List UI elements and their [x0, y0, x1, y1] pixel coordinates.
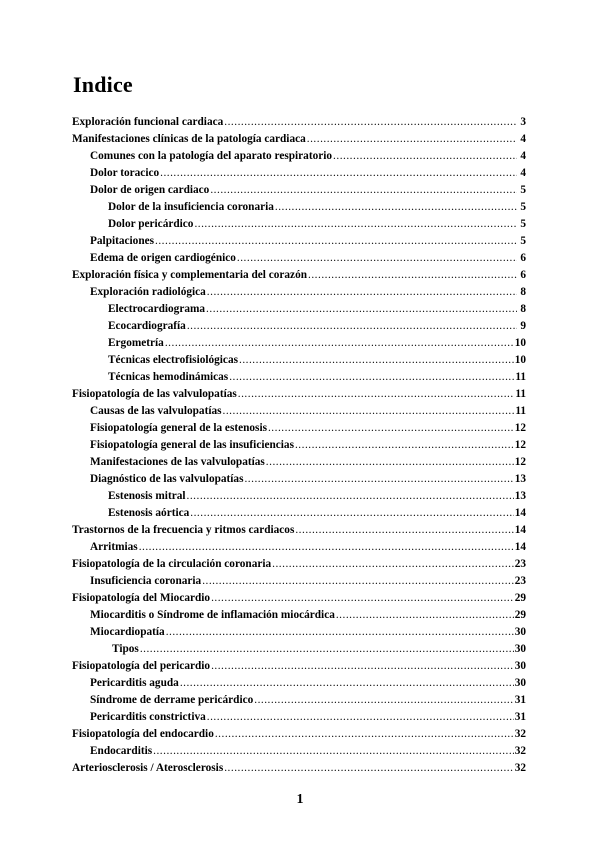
toc-dot-leader — [187, 488, 514, 505]
toc-entry[interactable] — [72, 607, 526, 624]
toc-entry-page: 31 — [514, 694, 526, 706]
toc-entry-label: Arteriosclerosis / Aterosclerosis — [72, 762, 224, 774]
toc-entry[interactable] — [72, 522, 526, 539]
toc-entry-page: 14 — [514, 541, 526, 553]
toc-entry-page: 12 — [514, 422, 526, 434]
toc-entry-label: Técnicas electrofisiológicas — [108, 354, 238, 366]
toc-entry-page: 30 — [514, 677, 526, 689]
toc-entry[interactable] — [72, 641, 526, 658]
toc-dot-leader — [206, 301, 517, 318]
toc-entry[interactable] — [72, 233, 526, 250]
toc-entry-label: Trastornos de la frecuencia y ritmos cardiacos — [72, 524, 295, 536]
toc-entry-page: 12 — [514, 456, 526, 468]
toc-entry-page: 8 — [520, 286, 526, 298]
toc-entry-label: Fisiopatología del Miocardio — [72, 592, 211, 604]
toc-entry-page: 11 — [515, 388, 526, 400]
toc-dot-leader — [237, 250, 517, 267]
toc-entry-label: Dolor pericárdico — [108, 218, 194, 230]
toc-entry-page: 14 — [514, 507, 526, 519]
toc-entry-label: Exploración funcional cardiaca — [72, 116, 224, 128]
toc-entry-label: Fisiopatología general de las insuficiencias — [90, 439, 294, 451]
toc-entry[interactable] — [72, 760, 526, 777]
toc-entry-page: 23 — [514, 558, 526, 570]
toc-dot-leader — [139, 539, 514, 556]
toc-entry[interactable] — [72, 403, 526, 420]
toc-entry[interactable] — [72, 726, 526, 743]
toc-entry-label: Electrocardiograma — [108, 303, 206, 315]
toc-entry[interactable] — [72, 692, 526, 709]
toc-entry[interactable] — [72, 675, 526, 692]
toc-dot-leader — [239, 352, 514, 369]
toc-entry-page: 14 — [514, 524, 526, 536]
toc-dot-leader — [166, 624, 514, 641]
toc-dot-leader — [244, 471, 513, 488]
toc-dot-leader — [155, 233, 517, 250]
toc-entry-label: Miocardiopatía — [90, 626, 165, 638]
toc-entry-page: 6 — [520, 269, 526, 281]
toc-entry[interactable] — [72, 488, 526, 505]
toc-entry[interactable] — [72, 199, 526, 216]
toc-dot-leader — [333, 148, 517, 165]
toc-dot-leader — [153, 743, 514, 760]
toc-entry-label: Exploración radiológica — [90, 286, 206, 298]
toc-entry-label: Estenosis mitral — [108, 490, 186, 502]
toc-entry[interactable] — [72, 437, 526, 454]
toc-dot-leader — [223, 403, 515, 420]
toc-dot-leader — [272, 556, 514, 573]
toc-dot-leader — [207, 709, 514, 726]
toc-entry[interactable] — [72, 556, 526, 573]
toc-entry[interactable] — [72, 318, 526, 335]
toc-entry-label: Estenosis aórtica — [108, 507, 190, 519]
toc-entry-page: 8 — [520, 303, 526, 315]
toc-entry[interactable] — [72, 284, 526, 301]
toc-dot-leader — [308, 267, 517, 284]
toc-entry-page: 10 — [514, 354, 526, 366]
toc-dot-leader — [165, 335, 514, 352]
toc-entry-page: 32 — [514, 728, 526, 740]
toc-entry[interactable] — [72, 624, 526, 641]
toc-dot-leader — [194, 216, 517, 233]
toc-entry-label: Pericarditis constrictiva — [90, 711, 206, 723]
toc-entry-page: 9 — [520, 320, 526, 332]
toc-dot-leader — [266, 454, 514, 471]
toc-entry[interactable] — [72, 539, 526, 556]
toc-entry-label: Endocarditis — [90, 745, 153, 757]
toc-entry-label: Fisiopatología de la circulación coronaria — [72, 558, 272, 570]
toc-entry[interactable] — [72, 131, 526, 148]
toc-entry-page: 31 — [514, 711, 526, 723]
toc-entry-label: Dolor toracico — [90, 167, 160, 179]
toc-entry-label: Síndrome de derrame pericárdico — [90, 694, 254, 706]
toc-entry-page: 5 — [520, 184, 526, 196]
toc-entry-label: Comunes con la patología del aparato respiratorio — [90, 150, 333, 162]
toc-entry[interactable] — [72, 369, 526, 386]
toc-entry[interactable] — [72, 250, 526, 267]
toc-entry-label: Ergometría — [108, 337, 164, 349]
toc-dot-leader — [229, 369, 514, 386]
toc-entry-page: 32 — [514, 745, 526, 757]
toc-entry[interactable] — [72, 114, 526, 131]
toc-dot-leader — [224, 114, 517, 131]
toc-entry[interactable] — [72, 216, 526, 233]
toc-dot-leader — [180, 675, 514, 692]
toc-entry-label: Fisiopatología del endocardio — [72, 728, 214, 740]
toc-dot-leader — [211, 590, 514, 607]
toc-entry[interactable] — [72, 352, 526, 369]
toc-entry-label: Ecocardiografía — [108, 320, 186, 332]
toc-entry[interactable] — [72, 267, 526, 284]
page-number: 1 — [296, 792, 304, 807]
toc-entry-label: Dolor de la insuficiencia coronaria — [108, 201, 274, 213]
toc-entry-label: Edema de origen cardiogénico — [90, 252, 236, 264]
toc-entry-page: 32 — [514, 762, 526, 774]
toc-dot-leader — [307, 131, 517, 148]
toc-entry-page: 5 — [520, 218, 526, 230]
toc-entry-page: 3 — [520, 116, 526, 128]
toc-entry[interactable] — [72, 454, 526, 471]
toc-entry[interactable] — [72, 335, 526, 352]
table-of-contents — [72, 114, 526, 777]
toc-entry[interactable] — [72, 386, 526, 403]
toc-dot-leader — [336, 607, 514, 624]
toc-entry-page: 30 — [514, 643, 526, 655]
toc-entry-label: Fisiopatología del pericardio — [72, 660, 211, 672]
toc-dot-leader — [140, 641, 514, 658]
toc-dot-leader — [187, 318, 517, 335]
toc-dot-leader — [275, 199, 517, 216]
toc-entry-label: Diagnóstico de las valvulopatías — [90, 473, 244, 485]
toc-entry[interactable] — [72, 471, 526, 488]
toc-entry-page: 4 — [520, 133, 526, 145]
toc-dot-leader — [254, 692, 513, 709]
toc-entry-page: 5 — [520, 235, 526, 247]
toc-entry[interactable] — [72, 658, 526, 675]
toc-entry-label: Manifestaciones de las valvulopatías — [90, 456, 265, 468]
toc-entry-label: Insuficiencia coronaria — [90, 575, 202, 587]
toc-entry-page: 30 — [514, 626, 526, 638]
toc-entry-page: 4 — [520, 150, 526, 162]
toc-entry-label: Manifestaciones clínicas de la patología cardiaca — [72, 133, 306, 145]
toc-entry-page: 12 — [514, 439, 526, 451]
toc-dot-leader — [207, 284, 517, 301]
toc-entry-page: 13 — [514, 490, 526, 502]
toc-dot-leader — [211, 658, 514, 675]
toc-entry-page: 23 — [514, 575, 526, 587]
toc-dot-leader — [202, 573, 514, 590]
toc-entry-label: Dolor de origen cardiaco — [90, 184, 210, 196]
toc-entry[interactable] — [72, 709, 526, 726]
toc-dot-leader — [190, 505, 513, 522]
toc-entry-page: 10 — [514, 337, 526, 349]
toc-dot-leader — [295, 437, 514, 454]
toc-entry-page: 6 — [520, 252, 526, 264]
toc-dot-leader — [160, 165, 517, 182]
toc-entry[interactable] — [72, 182, 526, 199]
toc-entry[interactable] — [72, 505, 526, 522]
toc-dot-leader — [210, 182, 517, 199]
page-title: Indice — [73, 72, 133, 97]
toc-entry-label: Palpitaciones — [90, 235, 155, 247]
toc-entry[interactable] — [72, 148, 526, 165]
toc-entry-label: Exploración física y complementaria del corazón — [72, 269, 308, 281]
toc-entry-page: 30 — [514, 660, 526, 672]
toc-entry-label: Fisiopatología general de la estenosis — [90, 422, 267, 434]
toc-dot-leader — [215, 726, 514, 743]
toc-dot-leader — [238, 386, 515, 403]
toc-entry-page: 4 — [520, 167, 526, 179]
toc-entry-label: Arritmias — [90, 541, 138, 553]
toc-entry[interactable] — [72, 165, 526, 182]
toc-entry-page: 11 — [515, 405, 526, 417]
toc-entry[interactable] — [72, 420, 526, 437]
toc-entry-page: 29 — [514, 592, 526, 604]
toc-entry-label: Pericarditis aguda — [90, 677, 179, 689]
toc-entry-label: Causas de las valvulopatías — [90, 405, 222, 417]
toc-entry[interactable] — [72, 573, 526, 590]
toc-entry-label: Miocarditis o Síndrome de inflamación miocárdica — [90, 609, 335, 621]
toc-entry-page: 29 — [514, 609, 526, 621]
toc-dot-leader — [295, 522, 513, 539]
toc-entry[interactable] — [72, 743, 526, 760]
toc-entry-page: 5 — [520, 201, 526, 213]
toc-entry-page: 11 — [515, 371, 526, 383]
toc-entry-page: 13 — [514, 473, 526, 485]
toc-entry-label: Tipos — [112, 643, 139, 655]
toc-entry[interactable] — [72, 590, 526, 607]
toc-dot-leader — [268, 420, 514, 437]
toc-entry[interactable] — [72, 301, 526, 318]
toc-entry-label: Técnicas hemodinámicas — [108, 371, 229, 383]
toc-dot-leader — [224, 760, 513, 777]
toc-entry-label: Fisiopatología de las valvulopatías — [72, 388, 237, 400]
